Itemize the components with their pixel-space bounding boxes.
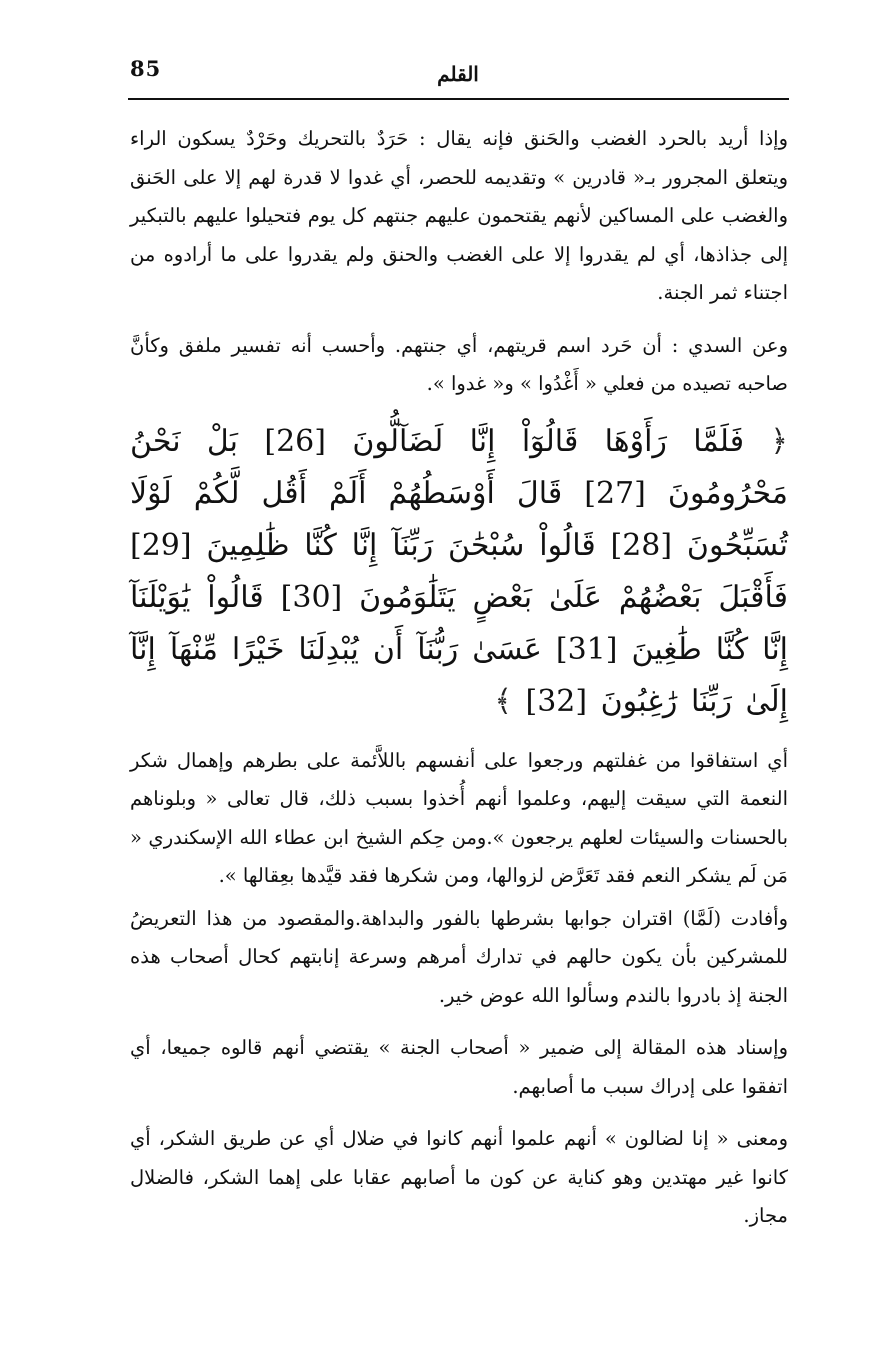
quran-verse-block xyxy=(130,416,788,728)
paragraph: أي استفاقوا من غفلتهم ورجعوا على أنفسهم باللاَّئمة على بطرهم وإهمال شكر النعمة التي سيقت إليهم، وعلموا أنهم أُخذوا بسبب ذلك، قال تعالى « وبلوناهم بالحسنات والسيئات لعلهم يرجعون ».ومن حِكم الشيخ ابن عطاء الله الإسكندري « مَن لَم يشكر النعم فقد تَعَرَّض لزوالها، ومن شكرها فقد قيَّدها بعِقالها ». xyxy=(130,748,788,887)
verse-text: فَلَمَّا رَأَوْهَا قَالُوٓاْ إِنَّا لَضَآلُّونَ [26] بَلْ نَحْنُ مَحْرُومُونَ [27] قَالَ أَوْسَطُهُمْ أَلَمْ أَقُل لَّكُمْ لَوْلَا تُسَبِّحُونَ [28] قَالُواْ سُبْحَٰنَ رَبِّنَآ إِنَّا كُنَّا ظَٰلِمِينَ [29] فَأَقْبَلَ بَعْضُهُمْ عَلَىٰ بَعْضٍ يَتَلَٰوَمُونَ [30] قَالُواْ يَٰوَيْلَنَآ إِنَّا كُنَّا طَٰغِينَ [31] عَسَىٰ رَبُّنَآ أَن يُبْدِلَنَا خَيْرًا مِّنْهَآ إِنَّآ إِلَىٰ رَبِّنَا رَٰغِبُونَ [32] xyxy=(130,423,788,719)
page-header xyxy=(128,52,788,96)
page-body xyxy=(130,120,788,1236)
header-rule xyxy=(128,98,789,100)
running-title: القلم xyxy=(437,62,479,86)
paragraph: وإذا أريد بالحرد الغضب والحَنق فإنه يقال : حَرَدٌ بالتحريك وحَرْدٌ يسكون الراء ويتعلق المجرور بـ« قادرين » وتقديمه للحصر، أي غدوا لا قدرة لهم إلا على الحَنق والغضب على المساكين لأنهم يقتحمون عليهم جنتهم كل يوم فتحيلوا عليهم بالتبكير إلى جذاذها، أي لم يقدروا إلا على الغضب والحنق ولم يقدروا على ما أرادوه من اجتناء ثمر الجنة. xyxy=(130,127,788,304)
paragraph: وعن السدي : أن حَرد اسم قريتهم، أي جنتهم. وأحسب أنه تفسير ملفق وكأنَّ صاحبه تصيده من فعلي « أَغْدُوا » و« غدوا ». xyxy=(130,333,788,395)
paragraph: وإسناد هذه المقالة إلى ضمير « أصحاب الجنة » يقتضي أنهم قالوه جميعا، أي اتفقوا على إدراك سبب ما أصابهم. xyxy=(130,1036,788,1098)
verse-open-ornament: ﴿ xyxy=(770,423,788,459)
paragraph: ومعنى « إنا لضالون » أنهم علموا أنهم كانوا في ضلال أي عن طريق الشكر، أي كانوا غير مهتدين وهو كناية عن كون ما أصابهم عقابا على إهما الشكر، فالضلال مجاز. xyxy=(130,1127,788,1227)
verse-close-ornament: ﴾ xyxy=(494,683,512,719)
paragraph: وأفادت (لَمَّا) اقتران جوابها بشرطها بالفور والبداهة.والمقصود من هذا التعريضُ للمشركين بأن يكون حالهم في تدارك أمرهم وسرعة إنابتهم كحال أصحاب هذه الجنة إذ بادروا بالندم وسألوا الله عوض خير. xyxy=(130,906,788,1007)
page-number: 85 xyxy=(130,56,162,81)
